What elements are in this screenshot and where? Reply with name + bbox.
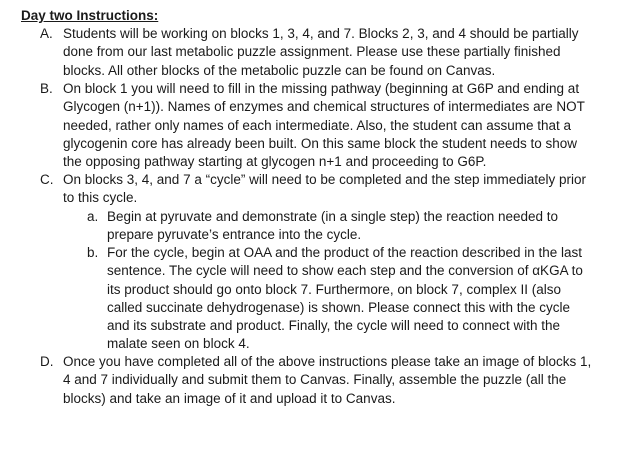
list-item-text: [63, 80, 585, 171]
text-line: 4 and 7 individually and submit them to Canvas. Finally, assemble the puzzle (all the: [63, 372, 567, 388]
sub-list-item-a: [87, 208, 627, 245]
list-marker: B.: [40, 81, 53, 96]
text-line: to this cycle.: [63, 190, 138, 206]
text-line: and its substrate and product. Finally, the cycle will need to connect with the: [107, 318, 560, 333]
text-line: On blocks 3, 4, and 7 a “cycle” will need to be completed and the step immediately prior: [63, 172, 587, 187]
text-line: done from our last metabolic puzzle assignment. Please use these partially finished: [63, 44, 561, 60]
text-line: blocks) and take an image of it and upload it to Canvas.: [63, 390, 396, 406]
text-line: Glycogen (n+1)). Names of enzymes and chemical structures of intermediates are NOT: [63, 99, 585, 115]
text-line: called succinate dehydrogenase) is shown. Please connect this with the cycle: [107, 299, 571, 315]
text-line: On block 1 you will need to fill in the missing pathway (beginning at G6P and ending at: [63, 81, 580, 96]
list-item-b: [40, 80, 630, 172]
text-line: glycogenin core has already been built. On this same block the student needs to show: [63, 135, 578, 151]
document-heading: Day two Instructions:: [21, 8, 159, 23]
list-item-text: [107, 244, 583, 354]
list-marker: A.: [40, 26, 53, 41]
text-line: prepare pyruvate’s entrance into the cycle.: [107, 227, 362, 243]
text-line: Students will be working on blocks 1, 3, 4, and 7. Blocks 2, 3, and 4 should be partially: [63, 26, 579, 41]
text-line: the opposing pathway starting at glycogen n+1 and proceeding to G6P.: [63, 154, 487, 169]
list-marker: a.: [87, 209, 99, 224]
text-line: malate seen on block 4.: [107, 336, 250, 352]
list-item-text: [63, 353, 591, 408]
list-marker: D.: [40, 354, 54, 369]
text-line: Once you have completed all of the above instructions please take an image of blocks 1,: [63, 354, 592, 369]
list-item-d: [40, 353, 630, 409]
text-line: Begin at pyruvate and demonstrate (in a single step) the reaction needed to: [107, 209, 559, 224]
text-line: sentence. The cycle will need to show each step and the conversion of αKGA to: [107, 263, 583, 279]
text-line: its product should go onto block 7. Furthermore, on block 7, complex II (also: [107, 281, 561, 297]
text-line: blocks. All other blocks of the metabolic puzzle can be found on Canvas.: [63, 62, 496, 78]
list-marker: b.: [87, 245, 99, 260]
sub-list-item-b: [87, 244, 627, 354]
list-item-text: [107, 208, 558, 245]
text-line: needed, rather only names of each intermediate. Also, the student can assume that a: [63, 117, 572, 133]
list-marker: C.: [40, 172, 54, 187]
text-line: For the cycle, begin at OAA and the product of the reaction described in the last: [107, 245, 583, 260]
list-item-c: [40, 171, 630, 208]
list-item-a: [40, 25, 630, 81]
list-item-text: [63, 25, 579, 80]
list-item-text: [63, 171, 586, 208]
